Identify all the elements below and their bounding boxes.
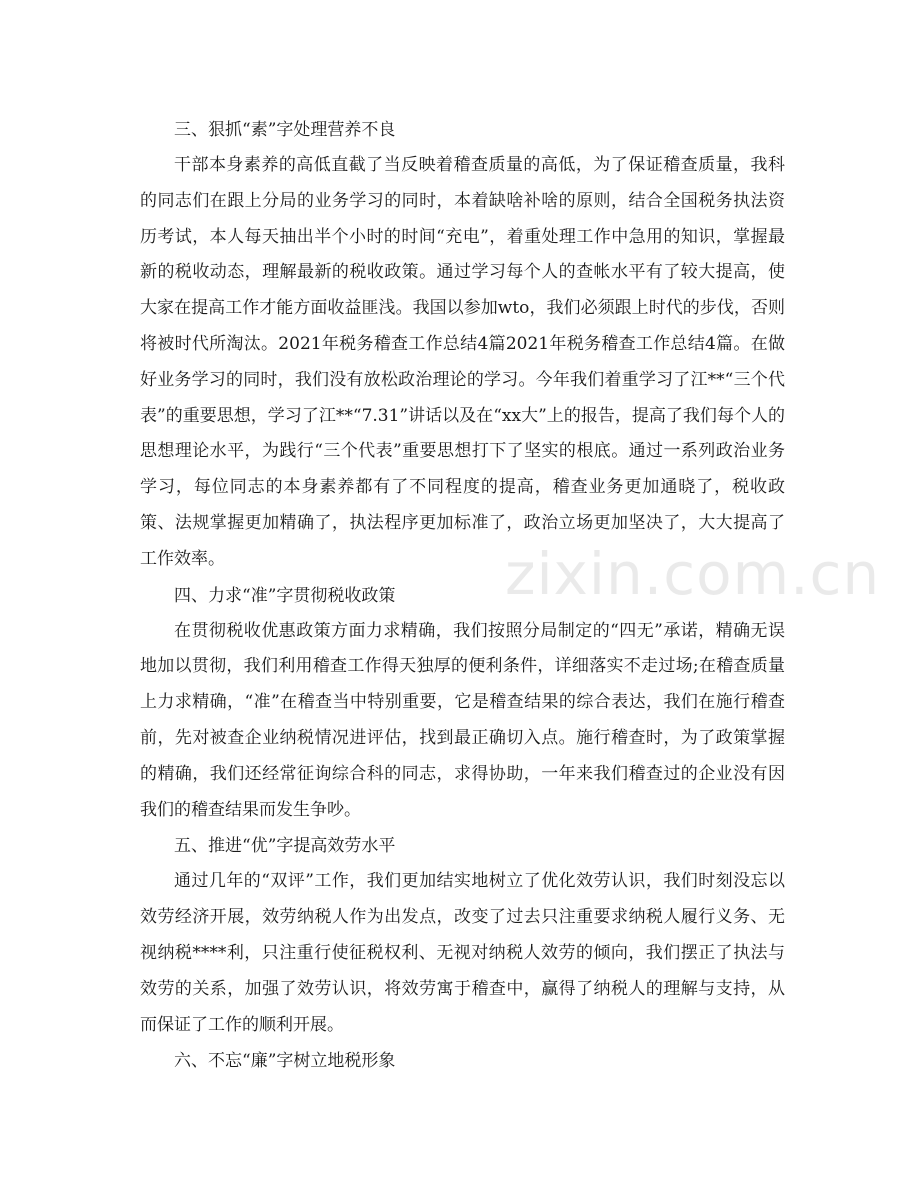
- section-paragraph-5: 通过几年的“双评”工作，我们更加结实地树立了优化效劳认识，我们时刻没忘以效劳经济开展，效劳纳税人作为出发点，改变了过去只注重要求纳税人履行义务、无视纳税****利，只注重行使征税权利、无视对纳税人效劳的倾向，我们摆正了执法与效劳的关系，加强了效劳认识，将效劳寓于稽查中，赢得了纳税人的理解与支持，从而保证了工作的顺利开展。: [140, 871, 785, 1035]
- section-paragraph-4: 在贯彻税收优惠政策方面力求精确，我们按照分局制定的“四无”承诺，精确无误地加以贯彻，我们利用稽查工作得天独厚的便利条件，详细落实不走过场;在稽查质量上力求精确，“准”在稽查当中特别重要，它是稽查结果的综合表达，我们在施行稽查前，先对被查企业纳税情况进评估，找到最正确切入点。施行稽查时，为了政策掌握的精确，我们还经常征询综合科的同志，求得协助，一年来我们稽查过的企业没有因我们的稽查结果而发生争吵。: [140, 620, 785, 820]
- section-heading-5: 五、推进“优”字提高效劳水平: [174, 836, 396, 857]
- section-heading-3: 三、狠抓“素”字处理营养不良: [174, 120, 396, 140]
- page-bottom-spacer: [140, 1079, 785, 1089]
- section-heading-4: 四、力求“准”字贯彻税收政策: [174, 585, 396, 606]
- document-page: [140, 112, 785, 1089]
- site-watermark: zixin.com.cn: [505, 540, 881, 608]
- section-heading-6: 六、不忘“廉”字树立地税形象: [174, 1051, 396, 1072]
- section-paragraph-3: 干部本身素养的高低直截了当反映着稽查质量的高低，为了保证稽查质量，我科的同志们在跟上分局的业务学习的同时，本着缺啥补啥的原则，结合全国税务执法资历考试，本人每天抽出半个小时的时间“充电”，着重处理工作中急用的知识，掌握最新的税收动态，理解最新的税收政策。通过学习每个人的查帐水平有了较大提高，使大家在提高工作才能方面收益匪浅。我国以参加wto，我们必须跟上时代的步伐，否则将被时代所淘汰。2021年税务稽查工作总结4篇2021年税务稽查工作总结4篇。在做好业务学习的同时，我们没有放松政治理论的学习。今年我们着重学习了江**“三个代表”的重要思想，学习了江**“7.31”讲话以及在“xx大”上的报告，提高了我们每个人的思想理论水平，为践行“三个代表”重要思想打下了坚实的根底。通过一系列政治业务学习，每位同志的本身素养都有了不同程度的提高，稽查业务更加通晓了，税收政策、法规掌握更加精确了，执法程序更加标准了，政治立场更加坚决了，大大提高了工作效率。: [140, 155, 785, 569]
